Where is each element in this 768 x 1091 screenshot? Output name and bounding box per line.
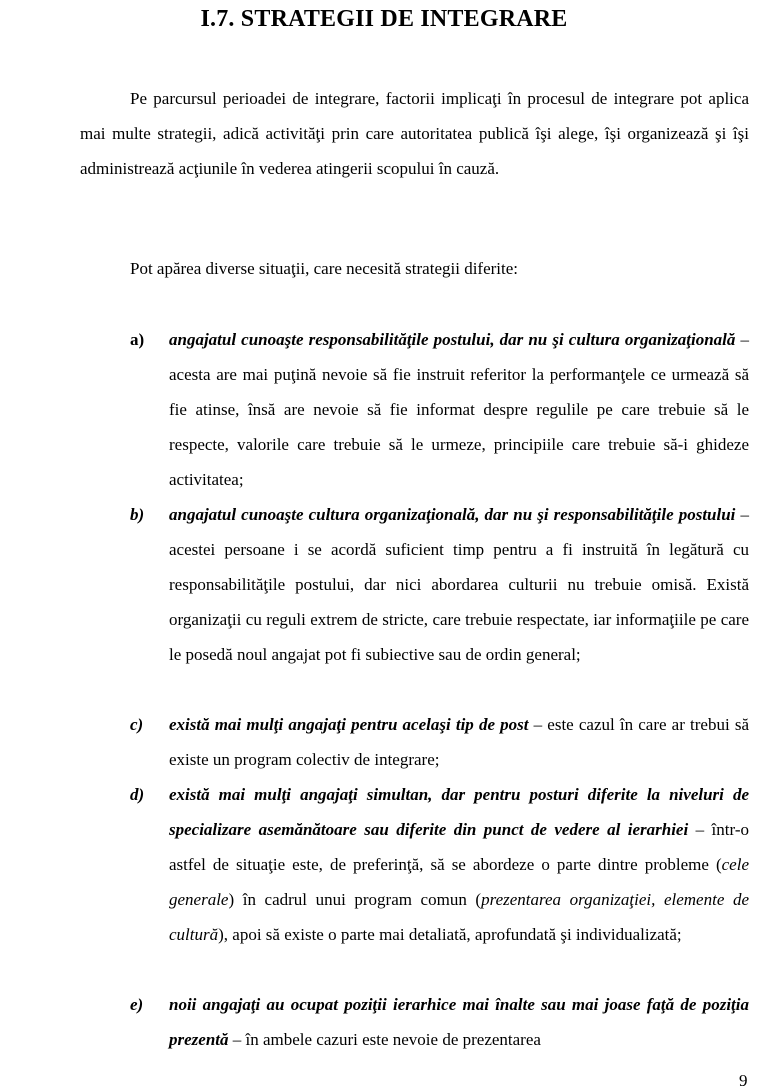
list-marker: d) [130, 785, 145, 804]
list-item-body: – acestei persoane i se acordă suficient timp pentru a fi instruită în legătură cu responsabilităţile postului, dar nici abordarea culturii nu trebuie omisă. Există organizaţii cu reguli extrem de stricte, care trebuie respectate, iar informaţiile pe care le posedă noul angajat pot fi subiective sau de ordin general; [169, 505, 750, 664]
list-marker: b) [130, 505, 145, 524]
list-item-emphasis: prezentarea organizaţiei, elemente de cultură [169, 890, 750, 944]
list-item-lead: există mai mulţi angajaţi pentru acelaşi tip de post [169, 715, 529, 734]
section-title: I.7. STRATEGII DE INTEGRARE [200, 6, 568, 32]
list-marker: a) [130, 330, 145, 349]
list-item-text [169, 322, 749, 497]
intro-paragraph: Pe parcursul perioadei de integrare, factorii implicaţi în procesul de integrare pot aplica mai multe strategii, adică activităţi prin care autoritatea publică îşi alege, îşi organizează şi îşi administrează acţiunile în vederea atingerii scopului în cauză. [80, 89, 749, 178]
list-marker: e) [130, 995, 144, 1014]
list-item-body: – în ambele cazuri este nevoie de prezentarea [228, 1030, 541, 1049]
list-item-lead: angajatul cunoaşte cultura organizaţională, dar nu şi responsabilităţile postului [169, 505, 736, 524]
list-item-emphasis: cele generale [169, 855, 749, 909]
list-item-body: – este cazul în care ar trebui să existe un program colectiv de integrare; [169, 715, 749, 769]
situations-paragraph: Pot apărea diverse situaţii, care necesită strategii diferite: [130, 259, 518, 278]
list-marker: c) [130, 715, 144, 734]
list-item-text [169, 987, 749, 1057]
list-item-body: ), apoi să existe o parte mai detaliată, aprofundată şi individualizată; [218, 925, 682, 944]
list-item-body: ) în cadrul unui program comun ( [228, 890, 482, 909]
list-item-text [169, 707, 749, 777]
page-number: 9 [739, 1071, 748, 1090]
list-item-lead: există mai mulţi angajaţi simultan, dar pentru posturi diferite la niveluri de specializare asemănătoare sau diferite din punct de vedere al ierarhiei [169, 785, 749, 839]
list-item-text [169, 777, 749, 952]
list-item-text [169, 497, 749, 672]
list-item-body: – într-o astfel de situaţie este, de preferinţă, să se abordeze o parte dintre probleme ( [169, 820, 749, 874]
list-item-body: – acesta are mai puţină nevoie să fie instruit referitor la performanţele ce urmează să fie atinse, însă are nevoie să fie informat despre regulile pe care trebuie să le respecte, valorile care trebuie să le urmeze, principiile care trebuie să-i ghideze activitatea; [169, 330, 750, 489]
list-item-lead: angajatul cunoaşte responsabilităţile postului, dar nu şi cultura organizaţională [169, 330, 736, 349]
list-item-lead: noii angajaţi au ocupat poziţii ierarhice mai înalte sau mai joase faţă de poziţia prezentă [169, 995, 749, 1049]
